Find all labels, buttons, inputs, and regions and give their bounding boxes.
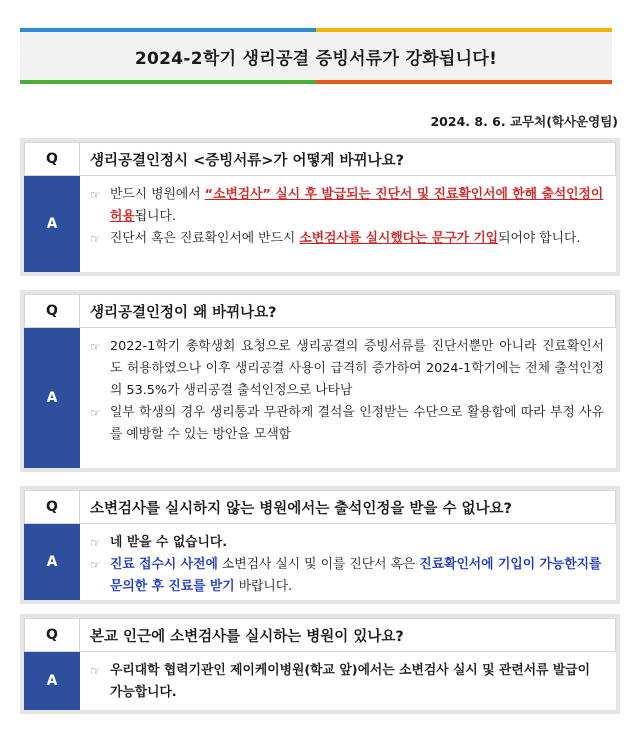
answer-row [24, 176, 616, 272]
answer-item: ☞ 우리대학 협력기관인 제이케이병원(학교 앞)에서는 소변검사 실시 및 관련서류 발급이 가능합니다. [90, 660, 604, 704]
qa-block-3 [20, 486, 620, 604]
answer-item: ☞ 반드시 병원에서 “소변검사” 실시 후 발급되는 진단서 및 진료확인서에 한해 출석인정이 허용됩니다. [90, 184, 604, 228]
answer-body [80, 652, 616, 710]
hand-pointer-icon: ☞ [90, 406, 101, 420]
answer-body [80, 328, 616, 468]
q-label: Q [24, 618, 80, 652]
highlight-blue: 진료확인서에 기입이 가능한지를 문의한 후 진료를 받기 [110, 557, 602, 594]
highlight-red: 소변검사를 실시했다는 문구가 기입 [299, 231, 499, 246]
answer-body [80, 524, 616, 600]
a-label: A [24, 524, 80, 600]
answer-item: ☞ 2022-1학기 총학생회 요청으로 생리공결의 증빙서류를 진단서뿐만 아니라 진료확인서도 허용하였으나 이후 생리공결 사용이 급격히 증가하여 2024-1학기에는 전체 출석인정의 53.5%가 생리공결 출석인정으로 나타남 [90, 336, 604, 402]
question-row [24, 142, 616, 176]
question-text: 소변검사를 실시하지 않는 병원에서는 출석인정을 받을 수 없나요? [80, 490, 616, 524]
bottom-color-stripe [20, 80, 612, 84]
hand-pointer-icon: ☞ [90, 232, 101, 246]
answer-row [24, 652, 616, 710]
answer-body [80, 176, 616, 272]
qa-block-2 [20, 290, 620, 472]
q-label: Q [24, 142, 80, 176]
q-label: Q [24, 294, 80, 328]
question-row [24, 618, 616, 652]
a-label: A [24, 652, 80, 710]
stripe-green [20, 80, 316, 84]
answer-item: ☞ 진료 접수시 사전에 소변검사 실시 및 이를 진단서 혹은 진료확인서에 기입이 가능한지를 문의한 후 진료를 받기 바랍니다. [90, 554, 604, 598]
a-label: A [24, 328, 80, 468]
question-text: 생리공결인정이 왜 바뀌나요? [80, 294, 616, 328]
question-row [24, 294, 616, 328]
qa-block-1 [20, 138, 620, 276]
hand-pointer-icon: ☞ [90, 664, 101, 678]
hand-pointer-icon: ☞ [90, 340, 101, 354]
stripe-blue [20, 28, 316, 32]
stripe-orange [316, 80, 612, 84]
answer-item: ☞ 일부 학생의 경우 생리통과 무관하게 결석을 인정받는 수단으로 활용함에 따라 부정 사유를 예방할 수 있는 방안을 모색함 [90, 402, 604, 446]
answer-row [24, 524, 616, 600]
page-title: 2024-2학기 생리공결 증빙서류가 강화됩니다! [134, 49, 498, 69]
question-text: 본교 인근에 소변검사를 실시하는 병원이 있나요? [80, 618, 616, 652]
stripe-yellow [316, 28, 612, 32]
answer-row [24, 328, 616, 468]
date-and-department: 2024. 8. 6. 교무처(학사운영팀) [430, 114, 618, 129]
qa-block-4 [20, 614, 620, 714]
title-banner [20, 28, 612, 84]
answer-item: ☞ 네 받을 수 없습니다. [90, 532, 604, 554]
highlight-red: “소변검사” 실시 후 발급되는 진단서 및 진료확인서에 한해 출석인정이 허용 [110, 187, 604, 224]
answer-item: ☞ 진단서 혹은 진료확인서에 반드시 소변검사를 실시했다는 문구가 기입되어야 합니다. [90, 228, 604, 250]
highlight-blue: 진료 접수시 사전에 [110, 557, 218, 572]
hand-pointer-icon: ☞ [90, 188, 101, 202]
hand-pointer-icon: ☞ [90, 558, 101, 572]
q-label: Q [24, 490, 80, 524]
a-label: A [24, 176, 80, 272]
hand-pointer-icon: ☞ [90, 536, 101, 550]
question-text: 생리공결인정시 <증빙서류>가 어떻게 바뀌나요? [80, 142, 616, 176]
top-color-stripe [20, 28, 612, 32]
question-row [24, 490, 616, 524]
